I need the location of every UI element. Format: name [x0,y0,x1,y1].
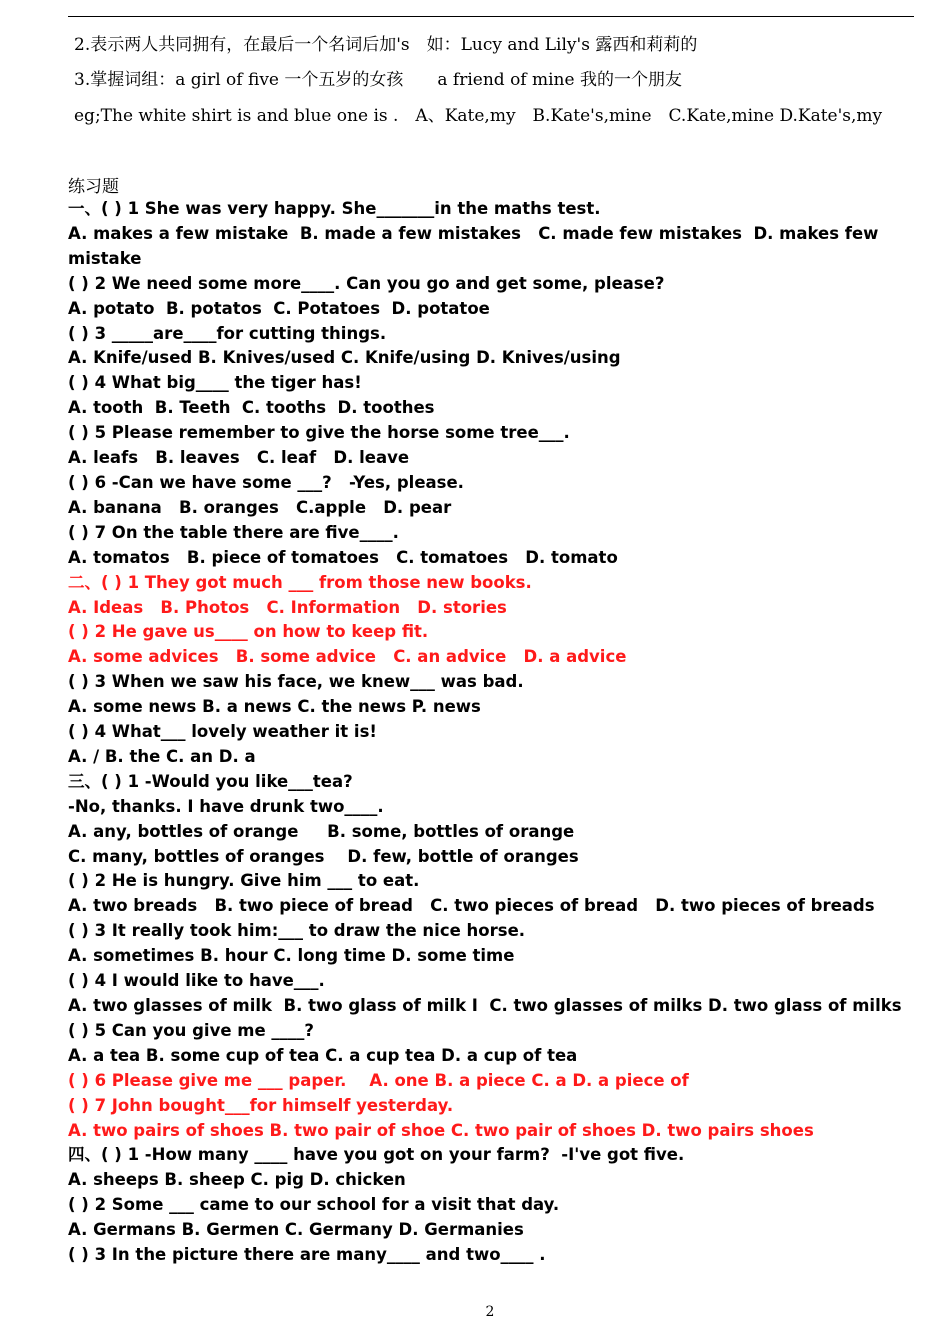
exercise-line: ( ) 4 What big____ the tiger has! [68,373,362,393]
exercise-line: A. sheeps B. sheep C. pig D. chicken [68,1170,406,1190]
exercise-line: ( ) 2 He is hungry. Give him ___ to eat. [68,871,420,891]
exercise-line: ( ) 3 _____are____for cutting things. [68,323,387,343]
exercise-line: A. tooth B. Teeth C. tooths D. toothes [68,398,435,418]
exercise-line: ( ) 6 -Can we have some ___? -Yes, please. [68,472,464,492]
exercise-line: A. / B. the C. an D. a [68,746,256,766]
exercise-line: ( ) 5 Can you give me ____? [68,1020,314,1040]
intro-line-1: 2.表示两人共同拥有，在最后一个名词后加's 如：Lucy and Lily's 露西和莉莉的 [74,35,698,55]
exercise-line: 三、( ) 1 -Would you like___tea? [68,771,353,791]
exercise-line: ( ) 7 John bought___for himself yesterday. [68,1095,454,1115]
exercise-line: ( ) 2 Some ___ came to our school for a visit that day. [68,1195,560,1215]
exercise-line: -No, thanks. I have drunk two____. [68,796,384,816]
page-number: 2 [485,1304,495,1320]
exercise-line: 四、( ) 1 -How many ____ have you got on your farm? -I've got five. [68,1145,685,1165]
exercise-line: ( ) 7 On the table there are five____. [68,522,399,542]
exercise-line: A. makes a few mistake B. made a few mistakes C. made few mistakes D. makes few mistake [68,223,885,268]
exercise-line: A. a tea B. some cup of tea C. a cup tea D. a cup of tea [68,1045,578,1065]
exercise-line: 二、( ) 1 They got much ___ from those new books. [68,572,532,592]
exercise-line: A. two glasses of milk B. two glass of milk I C. two glasses of milks D. two glass of milks [68,996,902,1015]
exercise-line: ( ) 3 When we saw his face, we knew___ was bad. [68,672,524,692]
exercise-line: A. Germans B. Germen C. Germany D. Germanies [68,1220,524,1240]
intro-line-3: eg;The white shirt is and blue one is . A、Kate,my B.Kate's,mine C.Kate,mine D.Kate's,my [74,106,883,126]
exercise-line: A. some news B. a news C. the news P. news [68,697,481,717]
exercise-line: ( ) 4 What___ lovely weather it is! [68,722,377,742]
exercise-list [68,197,918,1268]
exercise-line: ( ) 3 It really took him:___ to draw the nice horse. [68,921,526,941]
exercise-line: A. Knife/used B. Knives/used C. Knife/using D. Knives/using [68,348,621,368]
exercise-line: A. any, bottles of orange B. some, bottles of orange [68,821,575,841]
exercise-line: 一、( ) 1 She was very happy. She_______in the maths test. [68,199,601,218]
exercise-line: ( ) 3 In the picture there are many____ and two____ . [68,1245,546,1265]
exercise-line: A. sometimes B. hour C. long time D. some time [68,946,515,966]
exercise-line: A. leafs B. leaves C. leaf D. leave [68,448,410,468]
exercise-line: ( ) 4 I would like to have___. [68,971,325,991]
header-rule [68,16,914,17]
exercises-title: 练习题 [68,177,119,197]
exercise-line: C. many, bottles of oranges D. few, bottle of oranges [68,846,579,866]
exercise-line: ( ) 5 Please remember to give the horse some tree___. [68,423,570,443]
exercise-line: A. Ideas B. Photos C. Information D. stories [68,597,507,617]
exercise-line: A. two pairs of shoes B. two pair of shoe C. two pair of shoes D. two pairs shoes [68,1120,814,1140]
exercise-line: A. tomatos B. piece of tomatoes C. tomatoes D. tomato [68,547,618,567]
exercise-line: A. two breads B. two piece of bread C. two pieces of bread D. two pieces of breads [68,896,875,916]
exercise-line: ( ) 2 We need some more____. Can you go and get some, please? [68,273,665,293]
exercise-line: ( ) 2 He gave us____ on how to keep fit. [68,622,429,642]
exercise-line: A. some advices B. some advice C. an advice D. a advice [68,647,627,667]
exercise-line: A. banana B. oranges C.apple D. pear [68,497,452,517]
intro-line-2: 3.掌握词组：a girl of five 一个五岁的女孩 a friend of mine 我的一个朋友 [74,70,682,90]
exercise-line: ( ) 6 Please give me ___ paper. A. one B. a piece C. a D. a piece of [68,1070,689,1090]
exercise-line: A. potato B. potatos C. Potatoes D. potatoe [68,298,490,318]
